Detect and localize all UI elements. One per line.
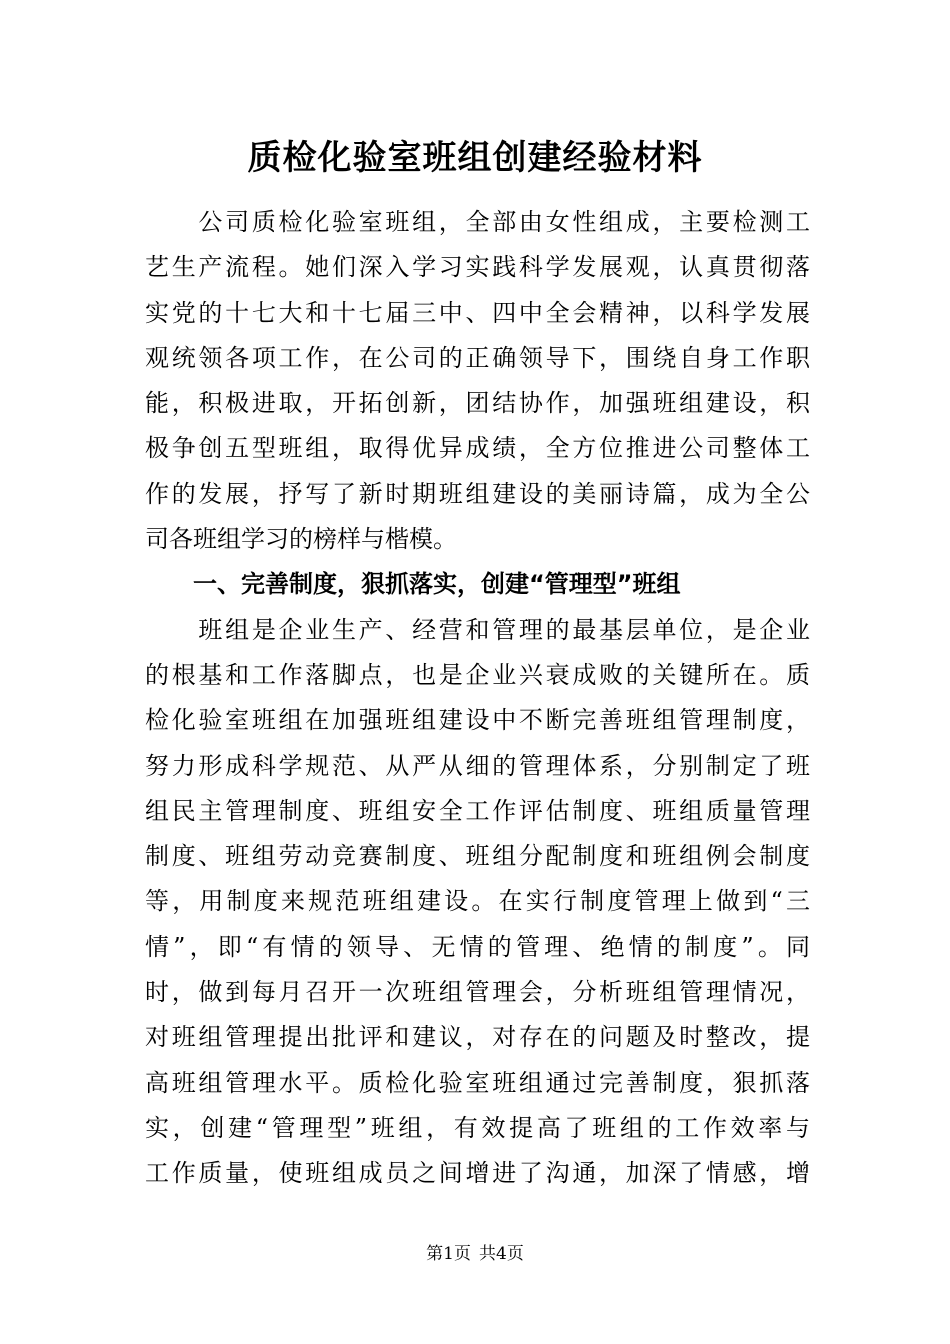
paragraph	[145, 200, 810, 562]
paragraph-line: 工作质量，使班组成员之间增进了沟通，加深了情感，增	[145, 1159, 810, 1188]
paragraph-line: 班组是企业生产、经营和管理的最基层单位，是企业	[145, 615, 810, 644]
paragraph-line: 检化验室班组在加强班组建设中不断完善班组管理制度，	[145, 706, 810, 735]
paragraph-line: 公司质检化验室班组，全部由女性组成，主要检测工	[145, 208, 810, 236]
page-number: 第1页	[426, 1244, 471, 1264]
paragraph-line: 情”，即“有情的领导、无情的管理、绝情的制度”。同	[145, 932, 810, 961]
paragraph-line: 时，做到每月召开一次班组管理会，分析班组管理情况，	[145, 978, 810, 1007]
paragraph-line: 对班组管理提出批评和建议，对存在的问题及时整改，提	[145, 1023, 810, 1052]
paragraph	[145, 608, 810, 1197]
paragraph-line: 司各班组学习的榜样与楷模。	[145, 525, 457, 554]
paragraph-line: 作的发展，抒写了新时期班组建设的美丽诗篇，成为全公	[145, 479, 810, 508]
page-footer	[0, 1242, 950, 1266]
document-title: 质检化验室班组创建经验材料	[247, 138, 703, 178]
paragraph-line: 的根基和工作落脚点，也是企业兴衰成败的关键所在。质	[145, 660, 810, 689]
document-body	[145, 200, 810, 1197]
paragraph-line: 组民主管理制度、班组安全工作评估制度、班组质量管理	[145, 796, 810, 825]
paragraph-line: 实党的十七大和十七届三中、四中全会精神，以科学发展	[145, 298, 810, 327]
paragraph-line: 等，用制度来规范班组建设。在实行制度管理上做到“三	[145, 887, 810, 916]
paragraph-line: 艺生产流程。她们深入学习实践科学发展观，认真贯彻落	[145, 253, 810, 282]
paragraph-line: 极争创五型班组，取得优异成绩，全方位推进公司整体工	[145, 434, 810, 463]
paragraph-line: 实，创建“管理型”班组，有效提高了班组的工作效率与	[145, 1113, 810, 1142]
paragraph-line: 制度、班组劳动竞赛制度、班组分配制度和班组例会制度	[145, 842, 810, 871]
paragraph-line: 高班组管理水平。质检化验室班组通过完善制度，狠抓落	[145, 1068, 810, 1097]
section-heading: 一、完善制度，狠抓落实，创建“管理型”班组	[193, 570, 681, 599]
paragraph-line: 努力形成科学规范、从严从细的管理体系，分别制定了班	[145, 751, 810, 780]
paragraph-line: 能，积极进取，开拓创新，团结协作，加强班组建设，积	[145, 389, 810, 418]
page-total: 共4页	[479, 1244, 524, 1264]
paragraph-line: 观统领各项工作，在公司的正确领导下，围绕自身工作职	[145, 343, 810, 372]
